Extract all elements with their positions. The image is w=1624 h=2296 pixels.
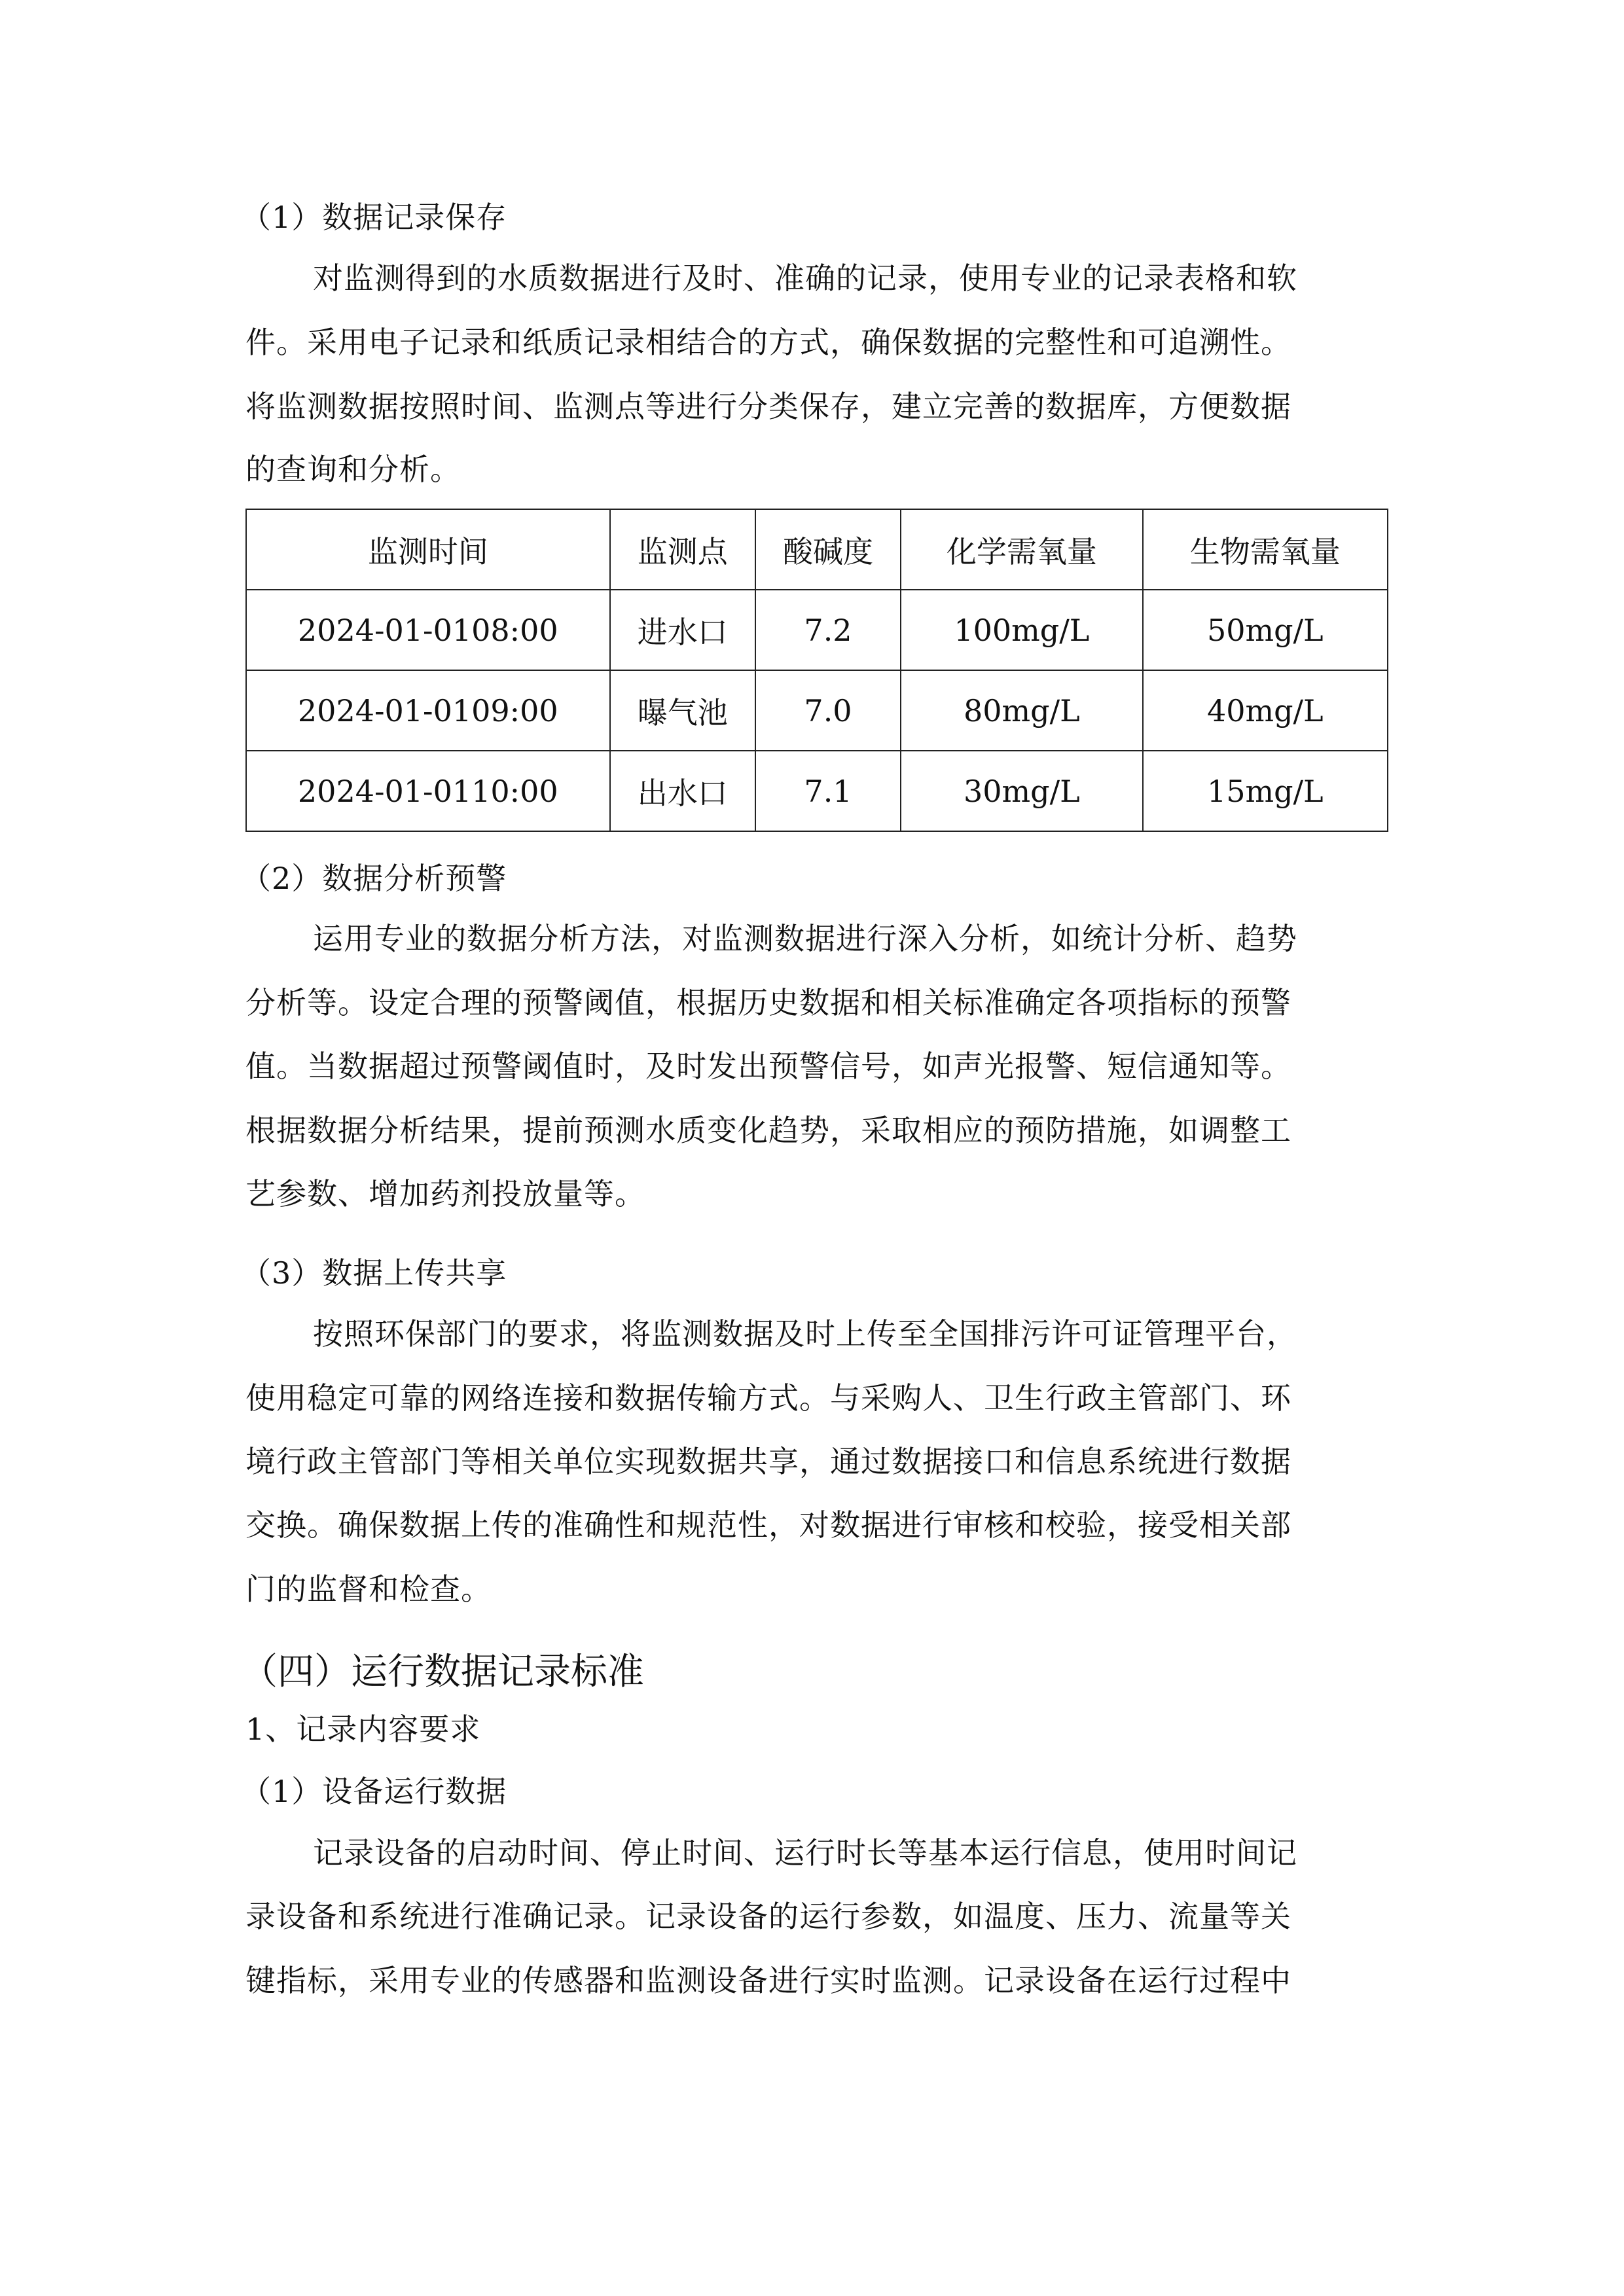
section-heading-analysis-warning: （2）数据分析预警 bbox=[241, 861, 507, 896]
paragraph-line: 艺参数、增加药剂投放量等。 bbox=[245, 1176, 645, 1211]
header-bod: 生物需氧量 bbox=[1143, 509, 1388, 590]
paragraph-line: 记录设备的启动时间、停止时间、运行时长等基本运行信息，使用时间记 bbox=[313, 1835, 1297, 1871]
paragraph-line: 键指标，采用专业的传感器和监测设备进行实时监测。记录设备在运行过程中 bbox=[245, 1963, 1291, 1998]
section-heading-equipment-data: （1）设备运行数据 bbox=[241, 1774, 507, 1809]
section-heading-data-record: （1）数据记录保存 bbox=[241, 200, 507, 235]
paragraph-line: 按照环保部门的要求，将监测数据及时上传至全国排污许可证管理平台， bbox=[313, 1316, 1297, 1352]
header-ph: 酸碱度 bbox=[755, 509, 901, 590]
monitoring-data-table bbox=[245, 509, 1388, 832]
cell-ph: 7.1 bbox=[755, 751, 901, 831]
header-point: 监测点 bbox=[610, 509, 755, 590]
cell-cod: 100mg/L bbox=[901, 590, 1142, 670]
paragraph-line: 值。当数据超过预警阈值时，及时发出预警信号，如声光报警、短信通知等。 bbox=[245, 1049, 1291, 1084]
cell-point: 曝气池 bbox=[610, 670, 755, 751]
paragraph-line: 运用专业的数据分析方法，对监测数据进行深入分析，如统计分析、趋势 bbox=[313, 921, 1297, 956]
cell-ph: 7.2 bbox=[755, 590, 901, 670]
cell-time: 2024-01-0109:00 bbox=[246, 670, 610, 751]
table-row bbox=[246, 590, 1388, 670]
paragraph-line: 将监测数据按照时间、监测点等进行分类保存，建立完善的数据库，方便数据 bbox=[245, 389, 1291, 424]
header-time: 监测时间 bbox=[246, 509, 610, 590]
paragraph-line: 件。采用电子记录和纸质记录相结合的方式，确保数据的完整性和可追溯性。 bbox=[245, 325, 1291, 360]
sub-heading-record-content: 1、记录内容要求 bbox=[245, 1712, 481, 1747]
paragraph-line: 交换。确保数据上传的准确性和规范性，对数据进行审核和校验，接受相关部 bbox=[245, 1507, 1291, 1543]
cell-cod: 80mg/L bbox=[901, 670, 1142, 751]
cell-ph: 7.0 bbox=[755, 670, 901, 751]
cell-point: 进水口 bbox=[610, 590, 755, 670]
paragraph-line: 境行政主管部门等相关单位实现数据共享，通过数据接口和信息系统进行数据 bbox=[245, 1444, 1291, 1479]
major-heading-operation-record: （四）运行数据记录标准 bbox=[241, 1651, 644, 1693]
cell-point: 出水口 bbox=[610, 751, 755, 831]
cell-bod: 50mg/L bbox=[1143, 590, 1388, 670]
header-cod: 化学需氧量 bbox=[901, 509, 1142, 590]
paragraph-line: 对监测得到的水质数据进行及时、准确的记录，使用专业的记录表格和软 bbox=[313, 260, 1297, 296]
table-row bbox=[246, 751, 1388, 831]
table-row bbox=[246, 670, 1388, 751]
paragraph-line: 使用稳定可靠的网络连接和数据传输方式。与采购人、卫生行政主管部门、环 bbox=[245, 1380, 1291, 1416]
paragraph-line: 录设备和系统进行准确记录。记录设备的运行参数，如温度、压力、流量等关 bbox=[245, 1899, 1291, 1934]
section-heading-upload-share: （3）数据上传共享 bbox=[241, 1255, 507, 1291]
cell-time: 2024-01-0108:00 bbox=[246, 590, 610, 670]
paragraph-line: 的查询和分析。 bbox=[245, 452, 461, 487]
cell-cod: 30mg/L bbox=[901, 751, 1142, 831]
table-header-row bbox=[246, 509, 1388, 590]
cell-bod: 15mg/L bbox=[1143, 751, 1388, 831]
cell-time: 2024-01-0110:00 bbox=[246, 751, 610, 831]
paragraph-line: 根据数据分析结果，提前预测水质变化趋势，采取相应的预防措施，如调整工 bbox=[245, 1113, 1291, 1148]
cell-bod: 40mg/L bbox=[1143, 670, 1388, 751]
paragraph-line: 门的监督和检查。 bbox=[245, 1571, 492, 1607]
paragraph-line: 分析等。设定合理的预警阈值，根据历史数据和相关标准确定各项指标的预警 bbox=[245, 985, 1291, 1020]
